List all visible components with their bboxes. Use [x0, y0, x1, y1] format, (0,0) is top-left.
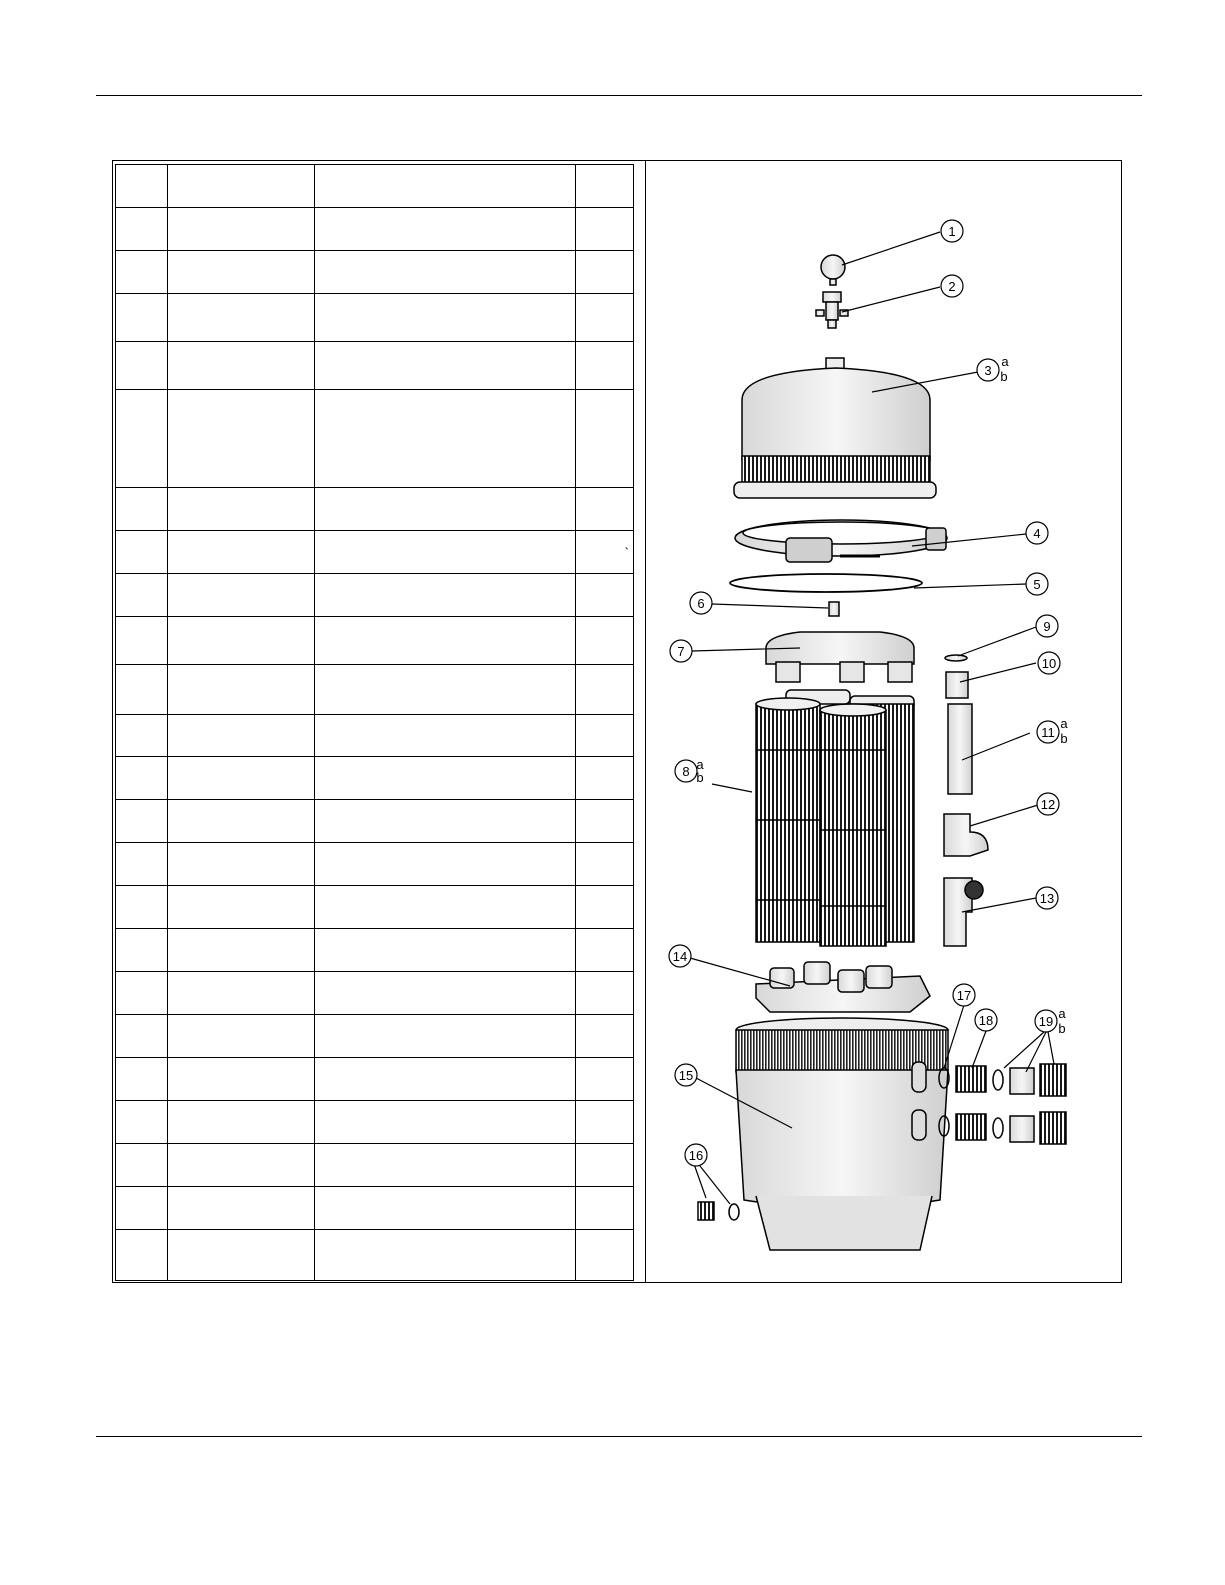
- table-cell: [576, 574, 634, 617]
- callout-13: 13: [1039, 891, 1055, 906]
- table-cell: [576, 208, 634, 251]
- callout-8b: b: [696, 770, 704, 785]
- table-cell: [576, 488, 634, 531]
- table-row: [116, 390, 634, 488]
- table-row: [116, 342, 634, 390]
- air-relief-valve: [816, 292, 848, 328]
- table-cell: [168, 574, 315, 617]
- table-cell: [576, 886, 634, 929]
- table-row: [116, 1144, 634, 1187]
- table-row: [116, 757, 634, 800]
- table-cell: [315, 715, 576, 757]
- callout-3b: b: [1000, 369, 1008, 384]
- lateral-assembly: [756, 962, 930, 1012]
- table-cell: [315, 294, 576, 342]
- table-cell: [116, 929, 168, 972]
- table-row: [116, 886, 634, 929]
- table-row: [116, 1101, 634, 1144]
- table-cell: [315, 886, 576, 929]
- table-cell: [168, 800, 315, 843]
- table-row: [116, 1230, 634, 1281]
- table-cell: [315, 531, 576, 574]
- callout-19: 19: [1038, 1014, 1054, 1029]
- table-cell: [576, 390, 634, 488]
- callout-3: 3: [984, 363, 992, 378]
- table-cell: [168, 251, 315, 294]
- table-cell: [315, 800, 576, 843]
- table-row: [116, 1058, 634, 1101]
- table-row: [116, 1015, 634, 1058]
- table-cell: [116, 886, 168, 929]
- table-cell: [315, 1015, 576, 1058]
- filter-cartridges: [756, 690, 914, 946]
- table-cell: [315, 574, 576, 617]
- table-row: [116, 1187, 634, 1230]
- table-cell: [576, 1187, 634, 1230]
- table-cell: [315, 1187, 576, 1230]
- table-cell: [116, 972, 168, 1015]
- table-cell: [168, 715, 315, 757]
- table-cell: [315, 843, 576, 886]
- table-cell: [315, 390, 576, 488]
- table-cell: [168, 1015, 315, 1058]
- header-cell: [116, 165, 168, 208]
- table-cell: [315, 972, 576, 1015]
- table-cell: [116, 488, 168, 531]
- table-cell: [168, 665, 315, 715]
- pressure-gauge: [821, 255, 845, 285]
- callout-19b: b: [1058, 1021, 1066, 1036]
- table-row: [116, 251, 634, 294]
- table-cell: [116, 665, 168, 715]
- callout-5: 5: [1033, 577, 1041, 592]
- callout-12: 12: [1040, 797, 1056, 812]
- callout-4: 4: [1033, 526, 1041, 541]
- table-cell: [576, 800, 634, 843]
- table-cell: [315, 251, 576, 294]
- table-cell: [168, 294, 315, 342]
- table-cell: [315, 1058, 576, 1101]
- o-ring: [730, 574, 922, 592]
- parts-table: [115, 164, 634, 1281]
- table-row: [116, 531, 634, 574]
- table-cell: [116, 1230, 168, 1281]
- table-cell: [168, 1101, 315, 1144]
- header-cell: [315, 165, 576, 208]
- table-cell: [116, 342, 168, 390]
- table-cell: [576, 294, 634, 342]
- outlet-pipe-assembly: [944, 655, 988, 946]
- table-cell: [315, 757, 576, 800]
- table-cell: [576, 1101, 634, 1144]
- callout-1: 1: [948, 224, 956, 239]
- header-cell: [576, 165, 634, 208]
- table-cell: [168, 929, 315, 972]
- footer-rule: [96, 1436, 1142, 1437]
- table-cell: [315, 488, 576, 531]
- callout-11b: b: [1060, 731, 1068, 746]
- table-row: [116, 208, 634, 251]
- table-cell: [168, 843, 315, 886]
- table-cell: [168, 1230, 315, 1281]
- table-cell: [315, 208, 576, 251]
- table-row: [116, 800, 634, 843]
- table-cell: [315, 1101, 576, 1144]
- callout-8: 8: [682, 764, 690, 779]
- clamp-ring: [735, 520, 947, 562]
- table-cell: [315, 929, 576, 972]
- table-cell: [576, 1230, 634, 1281]
- table-row: [116, 843, 634, 886]
- table-cell: [168, 208, 315, 251]
- table-cell: [116, 800, 168, 843]
- table-cell: `: [576, 531, 634, 574]
- table-cell: [116, 1015, 168, 1058]
- table-cell: [116, 251, 168, 294]
- table-cell: [116, 1187, 168, 1230]
- filter-lid: [734, 358, 936, 498]
- callout-18: 18: [978, 1013, 994, 1028]
- callout-19a: a: [1058, 1006, 1066, 1021]
- manifold-assembly: [766, 602, 914, 682]
- table-cell: [168, 757, 315, 800]
- table-cell: [315, 665, 576, 715]
- table-cell: [576, 342, 634, 390]
- filter-tank-body: [736, 1018, 948, 1250]
- table-cell: [576, 843, 634, 886]
- callout-16: 16: [688, 1148, 704, 1163]
- callout-17: 17: [956, 988, 972, 1003]
- table-cell: [576, 715, 634, 757]
- table-row: [116, 665, 634, 715]
- table-cell: [576, 1015, 634, 1058]
- callout-14: 14: [672, 949, 688, 964]
- callout-8a: a: [696, 757, 704, 772]
- table-row: [116, 929, 634, 972]
- table-cell: [576, 1058, 634, 1101]
- table-cell: [315, 342, 576, 390]
- table-cell: [168, 972, 315, 1015]
- table-cell: [576, 929, 634, 972]
- table-cell: [116, 574, 168, 617]
- table-row: [116, 715, 634, 757]
- table-row: [116, 574, 634, 617]
- callout-10: 10: [1041, 656, 1057, 671]
- table-cell: [168, 531, 315, 574]
- table-cell: [576, 251, 634, 294]
- callout-2: 2: [948, 279, 956, 294]
- table-cell: [168, 886, 315, 929]
- table-cell: [576, 972, 634, 1015]
- table-cell: [168, 1144, 315, 1187]
- table-cell: [116, 843, 168, 886]
- table-cell: [576, 617, 634, 665]
- table-body: [116, 208, 634, 1281]
- table-cell: [116, 715, 168, 757]
- table-cell: [116, 294, 168, 342]
- table-row: [116, 972, 634, 1015]
- table-row: [116, 488, 634, 531]
- table-cell: [116, 617, 168, 665]
- table-cell: [168, 1058, 315, 1101]
- table-cell: [168, 617, 315, 665]
- callout-3a: a: [1001, 354, 1009, 369]
- table-cell: [168, 488, 315, 531]
- table-cell: [116, 1101, 168, 1144]
- callout-11: 11: [1041, 725, 1055, 740]
- table-cell: [576, 757, 634, 800]
- header-rule: [96, 95, 1142, 96]
- table-cell: [168, 390, 315, 488]
- table-cell: [116, 531, 168, 574]
- drain-plug: [698, 1202, 739, 1220]
- table-cell: [315, 1230, 576, 1281]
- header-cell: [168, 165, 315, 208]
- callout-6: 6: [697, 596, 705, 611]
- table-header-row: [116, 165, 634, 208]
- callout-7: 7: [677, 644, 685, 659]
- table-cell: [168, 1187, 315, 1230]
- table-cell: [116, 757, 168, 800]
- union-fittings: [939, 1064, 1066, 1144]
- table-cell: [315, 617, 576, 665]
- table-cell: [116, 208, 168, 251]
- table-cell: [576, 665, 634, 715]
- table-row: [116, 617, 634, 665]
- callout-11a: a: [1060, 716, 1068, 731]
- table-row: [116, 294, 634, 342]
- table-cell: [576, 1144, 634, 1187]
- callout-9: 9: [1043, 619, 1051, 634]
- table-cell: [168, 342, 315, 390]
- callout-15: 15: [678, 1068, 694, 1083]
- table-cell: [116, 390, 168, 488]
- exploded-parts-diagram: [646, 161, 1120, 1282]
- table-cell: [116, 1144, 168, 1187]
- table-cell: [315, 1144, 576, 1187]
- table-cell: [116, 1058, 168, 1101]
